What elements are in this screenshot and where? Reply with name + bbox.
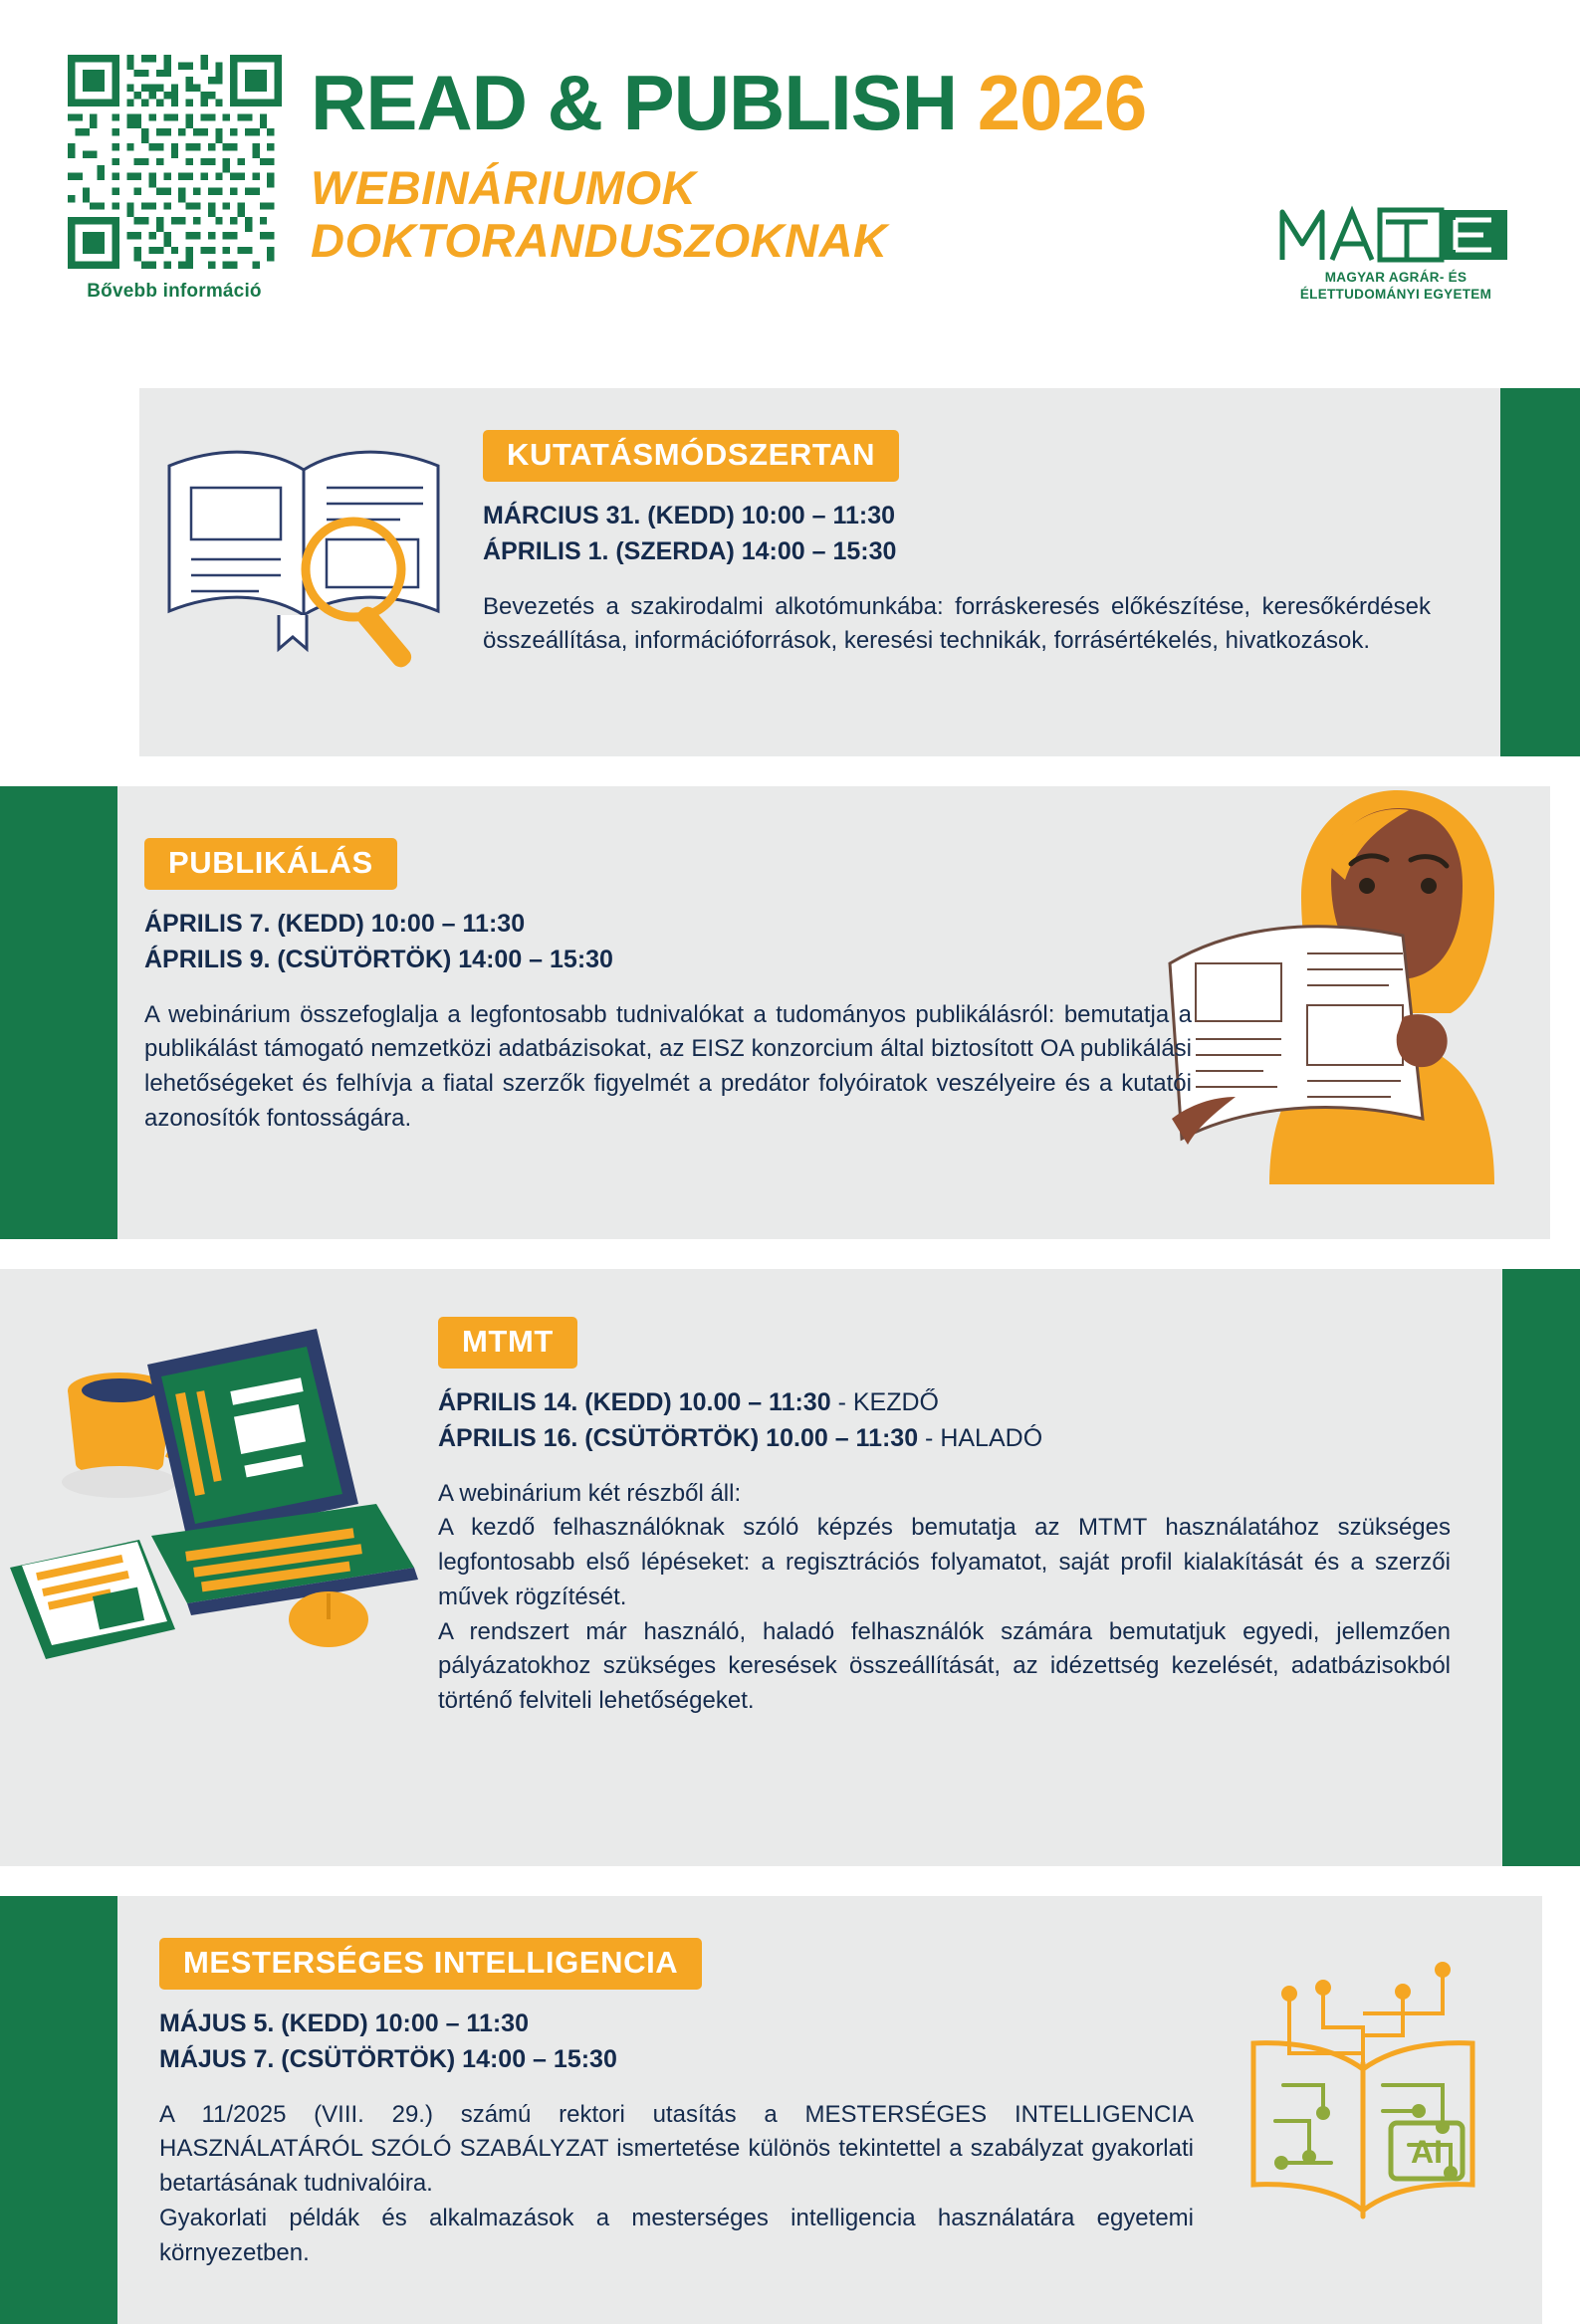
poster-header [0,0,1580,388]
laptop-coffee-desk-icon [0,1269,438,1687]
section-4-content [159,1896,1542,2324]
section-2-content [144,786,1550,1239]
page-subtitle [311,162,1271,267]
section-4-date-2: MÁJUS 7. (CSÜTÖRTÖK) 14:00 – 15:30 [159,2045,617,2074]
title-main-text: READ & PUBLISH [311,59,958,146]
svg-text:AI: AI [1411,2134,1443,2170]
section-4-description-p1: A 11/2025 (VIII. 29.) számú rektori utasítás a MESTERSÉGES INTELLIGENCIA HASZNÁLATÁRÓL SZÓLÓ SZABÁLYZAT ismertetése különös tekintettel a szabályzat gyakorlati betartásának tudnivalóira. [159,2100,1194,2198]
section-1-description [483,590,1431,660]
green-accent-strip-left [0,786,117,1239]
section-4-description-p2: Gyakorlati példák és alkalmazások a mesterséges intelligencia használatára egyetemi környezetben. [159,2204,1194,2266]
section-2-date-2: ÁPRILIS 9. (CSÜTÖRTÖK) 14:00 – 15:30 [144,946,613,974]
section-3-description [438,1477,1451,1720]
section-4-tag: MESTERSÉGES INTELLIGENCIA [159,1938,702,1990]
green-accent-strip [1500,388,1580,756]
section-1-dates [483,498,1431,570]
section-3-level-1: - KEZDŐ [830,1388,939,1416]
section-publikalas [0,786,1550,1239]
page-title [311,59,1271,146]
green-accent-strip-left-2 [0,1896,117,2324]
illustration-laptop-desk [0,1269,438,1866]
section-2-description-text: A webinárium összefoglalja a legfontosabb tudnivalókat a tudományos publikálásról: bemutatja a publikálást támogató nemzetközi adatbázisokat, az EISZ konzorcium által biztosított OA publikálási lehetőségeket és felhívja a fiatal szerzők figyelmét a predátor folyóiratok veszélyeire és a kutatói azonosítók fontosságára. [144,1000,1192,1132]
section-3-level-2: - HALADÓ [918,1424,1043,1453]
band-gap-3 [0,1866,1580,1896]
section-3-date-row-2 [438,1420,1451,1456]
section-1-date-2: ÁPRILIS 1. (SZERDA) 14:00 – 15:30 [483,537,897,566]
section-3-date-2: ÁPRILIS 16. (CSÜTÖRTÖK) 10.00 – 11:30 [438,1424,919,1453]
green-accent-strip-right [1502,1269,1580,1866]
section-1-tag: KUTATÁSMÓDSZERTAN [483,430,899,482]
section-1-content [483,388,1580,756]
section-3-description-p3: A rendszert már használó, haladó felhasználók számára bemutatjuk egyedi, jellemzően pályázatokhoz szükséges keresések összeállítását, az idézettség kezelését, adatbázisokból történő felviteli lehetőségeket. [438,1617,1451,1715]
title-year: 2026 [977,59,1147,146]
mate-logo [1271,55,1520,304]
section-4-dates [159,2006,1194,2078]
section-1-description-text: Bevezetés a szakirodalmi alkotómunkába: forráskeresés előkészítése, keresőkérdések összeállítása, információforrások, keresési technikák, forrásértékelés, hivatkozások. [483,592,1431,655]
section-1-date-1: MÁRCIUS 31. (KEDD) 10:00 – 11:30 [483,502,896,529]
section-mtmt [0,1269,1580,1866]
section-2-dates [144,906,1192,978]
section-3-date-row-1 [438,1384,1451,1420]
section-2-date-1: ÁPRILIS 7. (KEDD) 10:00 – 11:30 [144,910,526,938]
section-3-content [438,1269,1580,1866]
section-3-description-p2: A kezdő felhasználóknak szóló képzés bemutatja az MTMT használatához szükséges legfontosabb első lépéseket: a regisztrációs folyamatot, saját profil kialakítását és a szerzői művek rögzítését. [438,1514,1451,1610]
subtitle-line-1: WEBINÁRIUMOK [311,161,697,215]
mate-sub-line-1: MAGYAR AGRÁR- ÉS [1324,270,1467,285]
mate-sub-line-2: ÉLETTUDOMÁNYI EGYETEM [1299,286,1492,302]
mate-wordmark-icon [1276,204,1515,266]
qr-caption: Bővebb információ [87,281,262,302]
mate-logo-subtitle [1271,270,1520,304]
band-gap-2 [0,1239,1580,1269]
section-4-date-1: MÁJUS 5. (KEDD) 10:00 – 11:30 [159,2009,529,2037]
illustration-open-book [139,388,483,756]
title-block [289,55,1271,268]
section-3-date-1: ÁPRILIS 14. (KEDD) 10.00 – 11:30 [438,1388,831,1416]
section-2-description [144,998,1192,1137]
section-3-tag: MTMT [438,1317,577,1369]
section-mesterseges-intelligencia [0,1896,1542,2324]
section-3-dates [438,1384,1451,1457]
qr-code-icon[interactable] [68,55,282,269]
section-4-description [159,2098,1194,2271]
section-2-tag: PUBLIKÁLÁS [144,838,397,890]
qr-block [60,55,289,303]
subtitle-line-2: DOKTORANDUSZOKNAK [311,214,888,268]
section-kutatasmodszertan [139,388,1580,756]
section-3-description-p1: A webinárium két részből áll: [438,1479,742,1507]
open-book-magnifier-icon [139,388,483,687]
